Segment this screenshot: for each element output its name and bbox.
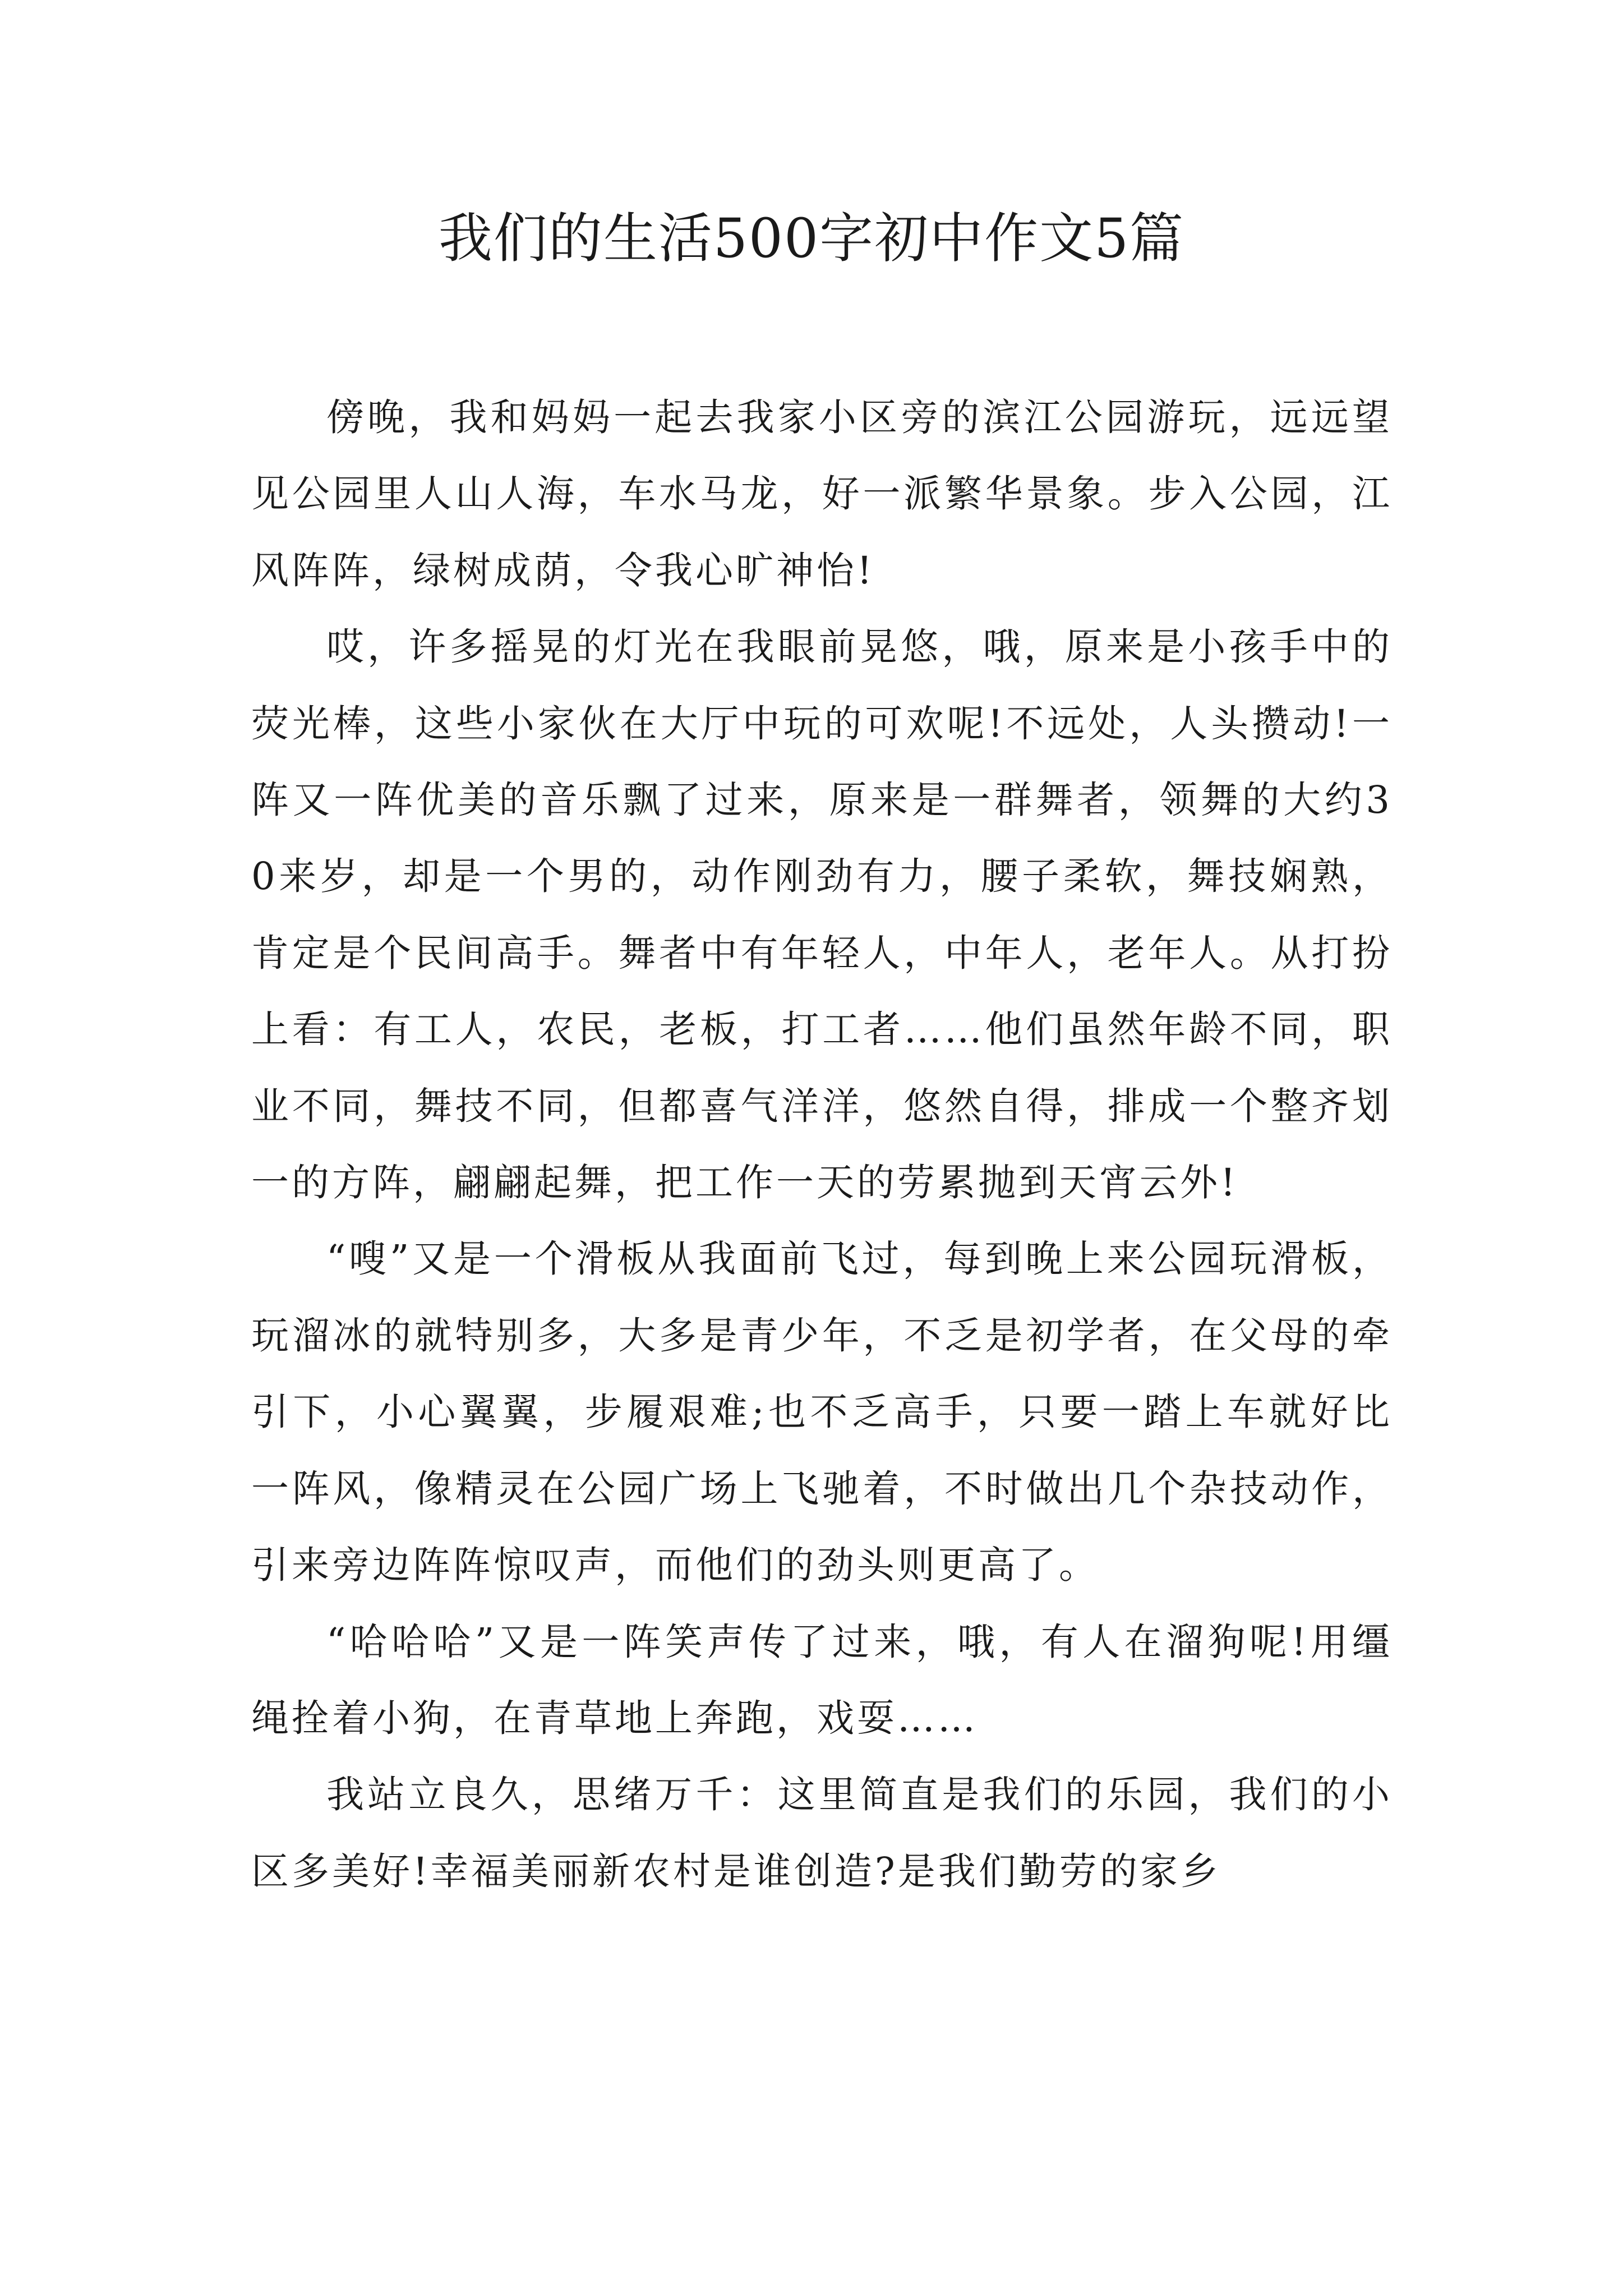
document-body — [251, 379, 1393, 1910]
paragraph-4: “哈哈哈”又是一阵笑声传了过来，哦，有人在溜狗呢!用缰绳拴着小狗，在青草地上奔跑，戏耍…… — [251, 1619, 1393, 1740]
document-title: 我们的生活500字初中作文5篇 — [438, 207, 1185, 270]
paragraph-3: “嗖”又是一个滑板从我面前飞过，每到晚上来公园玩滑板，玩溜冰的就特别多，大多是青少年，不乏是初学者，在父母的牵引下，小心翼翼，步履艰难;也不乏高手，只要一踏上车就好比一阵风，像精灵在公园广场上飞驰着，不时做出几个杂技动作，引来旁边阵阵惊叹声，而他们的劲头则更高了。 — [251, 1237, 1393, 1588]
paragraph-2: 哎，许多摇晃的灯光在我眼前晃悠，哦，原来是小孩手中的荧光棒，这些小家伙在大厅中玩的可欢呢!不远处，人头攒动!一阵又一阵优美的音乐飘了过来，原来是一群舞者，领舞的大约30来岁，却是一个男的，动作刚劲有力，腰子柔软，舞技娴熟，肯定是个民间高手。舞者中有年轻人，中年人，老年人。从打扮上看：有工人，农民，老板，打工者……他们虽然年龄不同，职业不同，舞技不同，但都喜气洋洋，悠然自得，排成一个整齐划一的方阵，翩翩起舞，把工作一天的劳累抛到天宵云外! — [251, 625, 1393, 1205]
paragraph-1: 傍晚，我和妈妈一起去我家小区旁的滨江公园游玩，远远望见公园里人山人海，车水马龙，好一派繁华景象。步入公园，江风阵阵，绿树成荫，令我心旷神怡! — [251, 395, 1393, 592]
paragraph-5: 我站立良久，思绪万千：这里简直是我们的乐园，我们的小区多美好!幸福美丽新农村是谁创造?是我们勤劳的家乡 — [251, 1773, 1393, 1893]
